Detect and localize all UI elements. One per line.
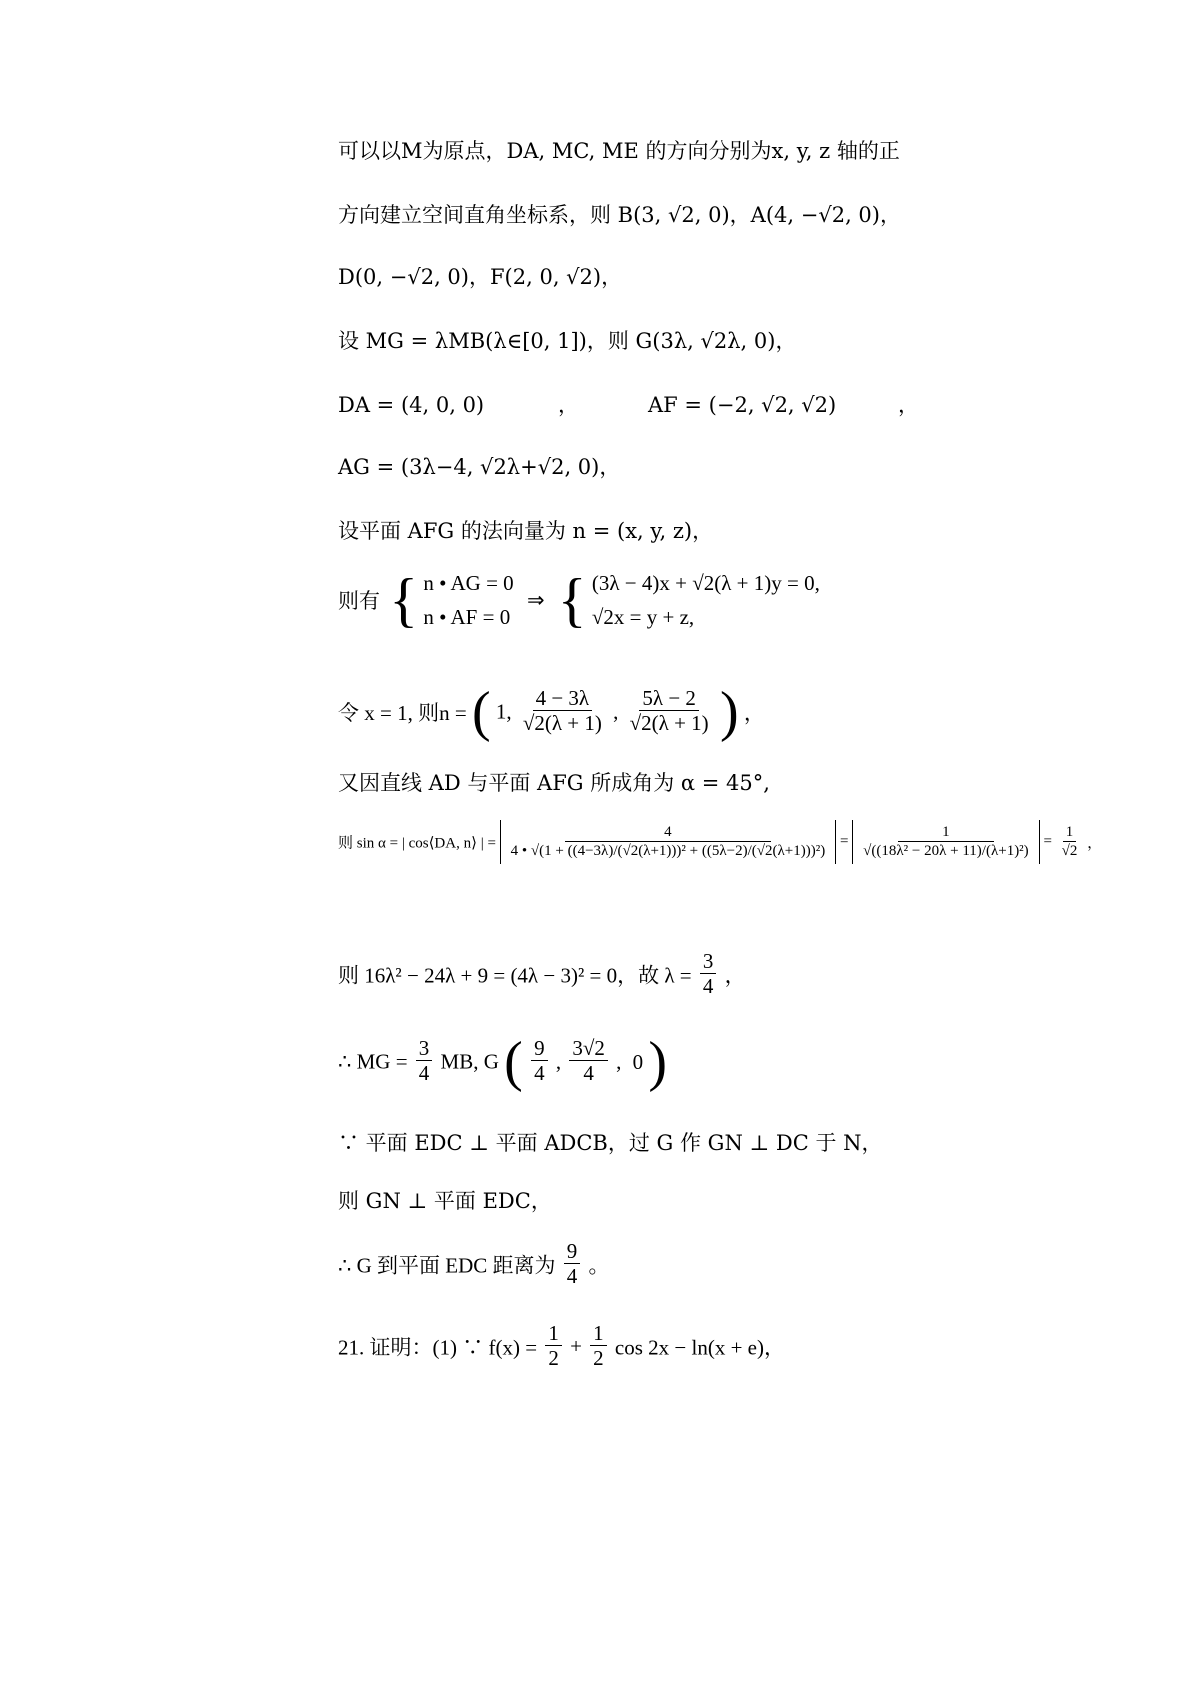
- fraction: [700, 950, 717, 999]
- numerator: 1: [898, 824, 994, 842]
- fraction: [416, 1037, 433, 1086]
- fraction: [860, 824, 1032, 860]
- equation: n • AG = 0: [423, 571, 514, 595]
- fraction: [590, 1322, 607, 1371]
- vector-da: DA = (4, 0, 0): [338, 393, 485, 417]
- text-prefix: ∴ MG =: [338, 1049, 408, 1074]
- numerator: 3: [700, 950, 717, 974]
- fraction: [508, 824, 829, 860]
- quadratic-line: [338, 950, 746, 999]
- equals: =: [1043, 833, 1052, 850]
- denominator: 4: [534, 1061, 545, 1086]
- text-line-1: 可以以M为原点，DA, MC, ME 的方向分别为x, y, z 轴的正: [338, 139, 900, 163]
- text-line-2: 方向建立空间直角坐标系，则 B(3, √2, 0)，A(4, −√2, 0)，: [338, 203, 901, 227]
- text-line-14: ∵ 平面 EDC ⊥ 平面 ADCB，过 G 作 GN ⊥ DC 于 N，: [338, 1131, 883, 1155]
- equation: √2x = y + z,: [591, 605, 695, 629]
- text-line-4: 设 MG = λMB(λ∈[0, 1])，则 G(3λ, √2λ, 0)，: [338, 329, 797, 353]
- system-1: [423, 566, 513, 634]
- numerator: 1: [590, 1322, 607, 1346]
- text-prefix: ∴ G 到平面 EDC 距离为: [338, 1253, 556, 1278]
- mg-line: ∴ MG = $\frac{3}{4}$ MB, G ( $\frac{9}{4}$ , $\frac{3√2}{4}$ , 0 ): [338, 1031, 667, 1093]
- text-line-15: 则 GN ⊥ 平面 EDC，: [338, 1189, 552, 1213]
- implies-arrow: ⇒: [526, 587, 545, 612]
- text: MB, G: [440, 1049, 499, 1074]
- component: 1,: [495, 699, 512, 724]
- denominator: 4: [418, 1061, 430, 1086]
- denominator: 2: [593, 1346, 604, 1371]
- numerator: 3: [416, 1037, 433, 1061]
- denominator: √2(λ + 1): [522, 711, 602, 736]
- text-line-10: 又因直线 AD 与平面 AFG 所成角为 α = 45°,: [338, 771, 770, 795]
- right-paren: ): [648, 1031, 667, 1093]
- numerator: 4: [565, 824, 771, 842]
- text-line-3: D(0, −√2, 0)，F(2, 0, √2)，: [338, 265, 623, 289]
- text: cos 2x − ln(x + e)，: [614, 1335, 785, 1360]
- denominator: 2: [548, 1346, 559, 1371]
- equation: n • AF = 0: [423, 605, 511, 629]
- abs-box: [500, 820, 837, 864]
- numerator: 3√2: [569, 1037, 608, 1061]
- numerator: 5λ − 2: [639, 687, 699, 711]
- period: 。: [588, 1253, 610, 1278]
- fraction: [627, 687, 712, 736]
- left-brace: {: [557, 567, 587, 633]
- fraction: [564, 1240, 581, 1289]
- denominator: 4: [566, 1264, 578, 1289]
- system-2: [592, 566, 820, 634]
- plus: +: [570, 1334, 582, 1359]
- numerator: 4 − 3λ: [533, 687, 593, 711]
- comma: ，: [724, 963, 746, 988]
- fraction: [531, 1037, 548, 1086]
- denominator: 4: [583, 1061, 594, 1086]
- denominator: 4: [702, 974, 714, 999]
- denominator: √2: [1061, 842, 1078, 859]
- comma: ，: [558, 393, 579, 417]
- text-prefix: 则 16λ² − 24λ + 9 = (4λ − 3)² = 0，故 λ =: [338, 963, 692, 988]
- left-brace: {: [389, 567, 419, 633]
- left-paren: (: [471, 681, 491, 743]
- text-line-6: AG = (3λ−4, √2λ+√2, 0)，: [338, 455, 621, 479]
- comma: ，: [898, 393, 919, 417]
- equation: (3λ − 4)x + √2(λ + 1)y = 0,: [591, 571, 820, 595]
- fraction: [545, 1322, 562, 1371]
- right-paren: ): [719, 681, 739, 743]
- text-prefix: 令 x = 1, 则n =: [338, 701, 472, 725]
- text-line-7: 设平面 AFG 的法向量为 n = (x, y, z)，: [338, 519, 714, 543]
- left-paren: (: [504, 1031, 523, 1093]
- distance-line: [338, 1240, 610, 1289]
- comma: ，: [1087, 835, 1103, 852]
- text-prefix: 21. 证明：(1) ∵ f(x) =: [338, 1335, 538, 1360]
- vector-af: AF = (−2, √2, √2): [648, 393, 837, 417]
- numerator: 9: [531, 1037, 548, 1061]
- function-line: [338, 1322, 785, 1371]
- numerator: 1: [1063, 824, 1077, 842]
- normal-vector-line: 令 x = 1, 则n = ( 1, $\frac{4 - 3\lambda}{√2(\lambda + 1)}$ , $\frac{5\lambda - 2}{√2(\lambda + 1)}$ ) ，: [338, 681, 765, 743]
- comma: ，: [743, 701, 765, 725]
- component: 0: [632, 1049, 644, 1074]
- numerator: 9: [564, 1240, 581, 1264]
- denominator: 4 • √(1 + ((4−3λ)/(√2(λ+1)))² + ((5λ−2)/(√2(λ+1)))²): [510, 842, 826, 859]
- text-prefix: 则 sin α = | cos⟨DA, n⟩ | =: [338, 835, 496, 852]
- numerator: 1: [545, 1322, 562, 1346]
- denominator: √((18λ² − 20λ + 11)/(λ+1)²): [863, 842, 1029, 859]
- abs-box: [852, 820, 1040, 864]
- denominator: √2(λ + 1): [629, 711, 709, 736]
- fraction: [1059, 824, 1081, 860]
- equation-system: [338, 566, 820, 646]
- text-prefix: 则有: [338, 589, 380, 613]
- fraction: [520, 687, 605, 736]
- sine-equation: 则 sin α = | cos⟨DA, n⟩ | = $\frac{4}{\text{4 • √(1 + ((4−3λ)/(√2(λ+1)))² + ((5λ−2)/(√2(λ+1)))²)}}$ = $\frac{1}{\text{√((18λ² − 20λ + 11)/(λ+1)²)}}$ = $\frac{1}{√2}$ ，: [338, 820, 1102, 920]
- fraction: [569, 1037, 608, 1086]
